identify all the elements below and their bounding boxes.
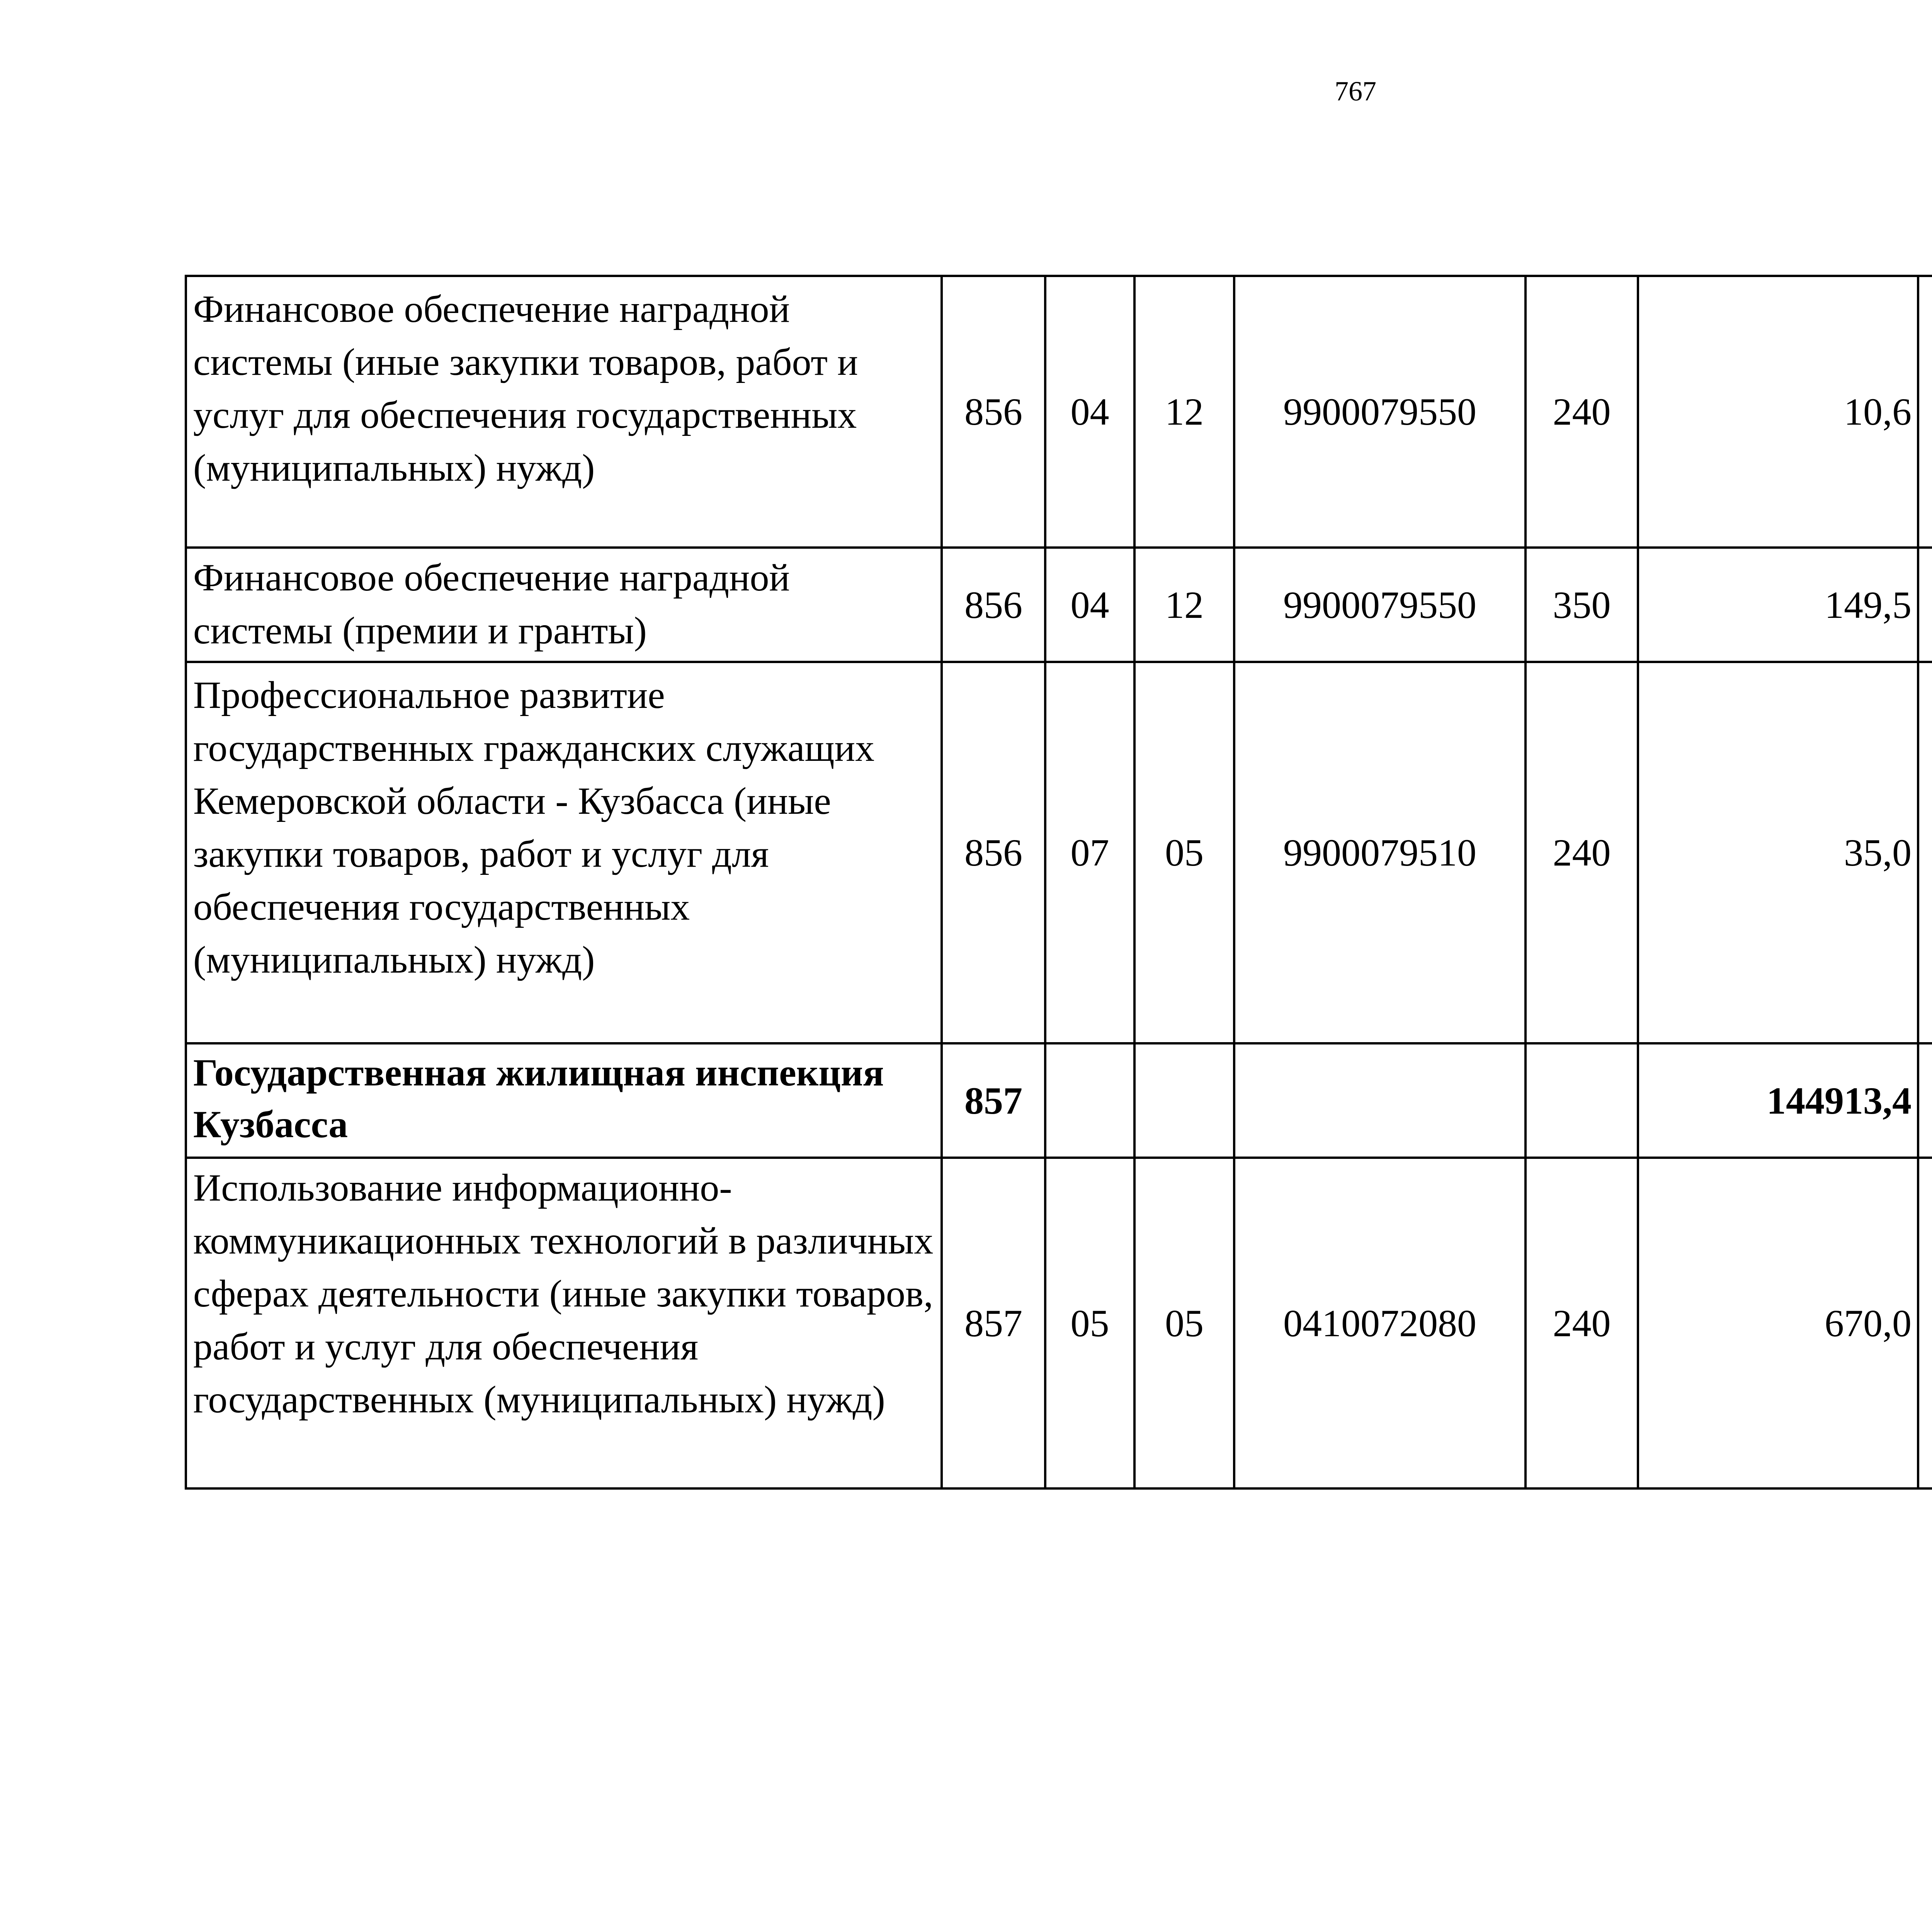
amount-year-2 [1918,276,1932,548]
amount-year-1: 10,6 [1638,276,1918,548]
ministry-code: 856 [942,662,1045,1043]
subsection-code: 05 [1134,662,1234,1043]
table-row [186,1158,1932,1488]
section-code: 05 [1045,1158,1134,1488]
section-code [1045,1043,1134,1158]
ministry-code: 856 [942,276,1045,548]
amount-year-1: 670,0 [1638,1158,1918,1488]
amount-year-2 [1918,1043,1932,1158]
section-code: 04 [1045,276,1134,548]
expense-name: Финансовое обеспечение наградной системы (премии и гранты) [186,548,942,662]
amount-year-2 [1918,548,1932,662]
table-row [186,548,1932,662]
target-article-code: 9900079510 [1234,662,1526,1043]
target-article-code: 0410072080 [1234,1158,1526,1488]
expense-name: Финансовое обеспечение наградной системы (иные закупки товаров, работ и услуг для обеспечения государственных (муниципальных) нужд) [186,276,942,548]
expense-type-code [1526,1043,1638,1158]
table-row [186,276,1932,548]
subsection-code [1134,1043,1234,1158]
table-row-total [186,1043,1932,1158]
expense-name: Профессиональное развитие государственных гражданских служащих Кемеровской области - Кузбасса (иные закупки товаров, работ и услуг для обеспечения государственных (муниципальных) нужд) [186,662,942,1043]
budget-table [185,275,1932,1490]
expense-type-code: 240 [1526,1158,1638,1488]
expense-type-code: 240 [1526,276,1638,548]
target-article-code: 9900079550 [1234,276,1526,548]
amount-year-1: 144913,4 [1638,1043,1918,1158]
ministry-code: 857 [942,1158,1045,1488]
page-number: 767 [1335,76,1376,107]
expense-type-code: 350 [1526,548,1638,662]
target-article-code: 9900079550 [1234,548,1526,662]
amount-year-1: 35,0 [1638,662,1918,1043]
subsection-code: 12 [1134,548,1234,662]
expense-name: Использование информационно-коммуникационных технологий в различных сферах деятельности (иные закупки товаров, работ и услуг для обеспечения государственных (муниципальных) нужд) [186,1158,942,1488]
table-row [186,662,1932,1043]
amount-year-2 [1918,1158,1932,1488]
ministry-code: 857 [942,1043,1045,1158]
section-code: 07 [1045,662,1134,1043]
target-article-code [1234,1043,1526,1158]
subsection-code: 05 [1134,1158,1234,1488]
amount-year-1: 149,5 [1638,548,1918,662]
amount-year-2 [1918,662,1932,1043]
ministry-code: 856 [942,548,1045,662]
expense-type-code: 240 [1526,662,1638,1043]
section-code: 04 [1045,548,1134,662]
expense-name: Государственная жилищная инспекция Кузбасса [186,1043,942,1158]
subsection-code: 12 [1134,276,1234,548]
